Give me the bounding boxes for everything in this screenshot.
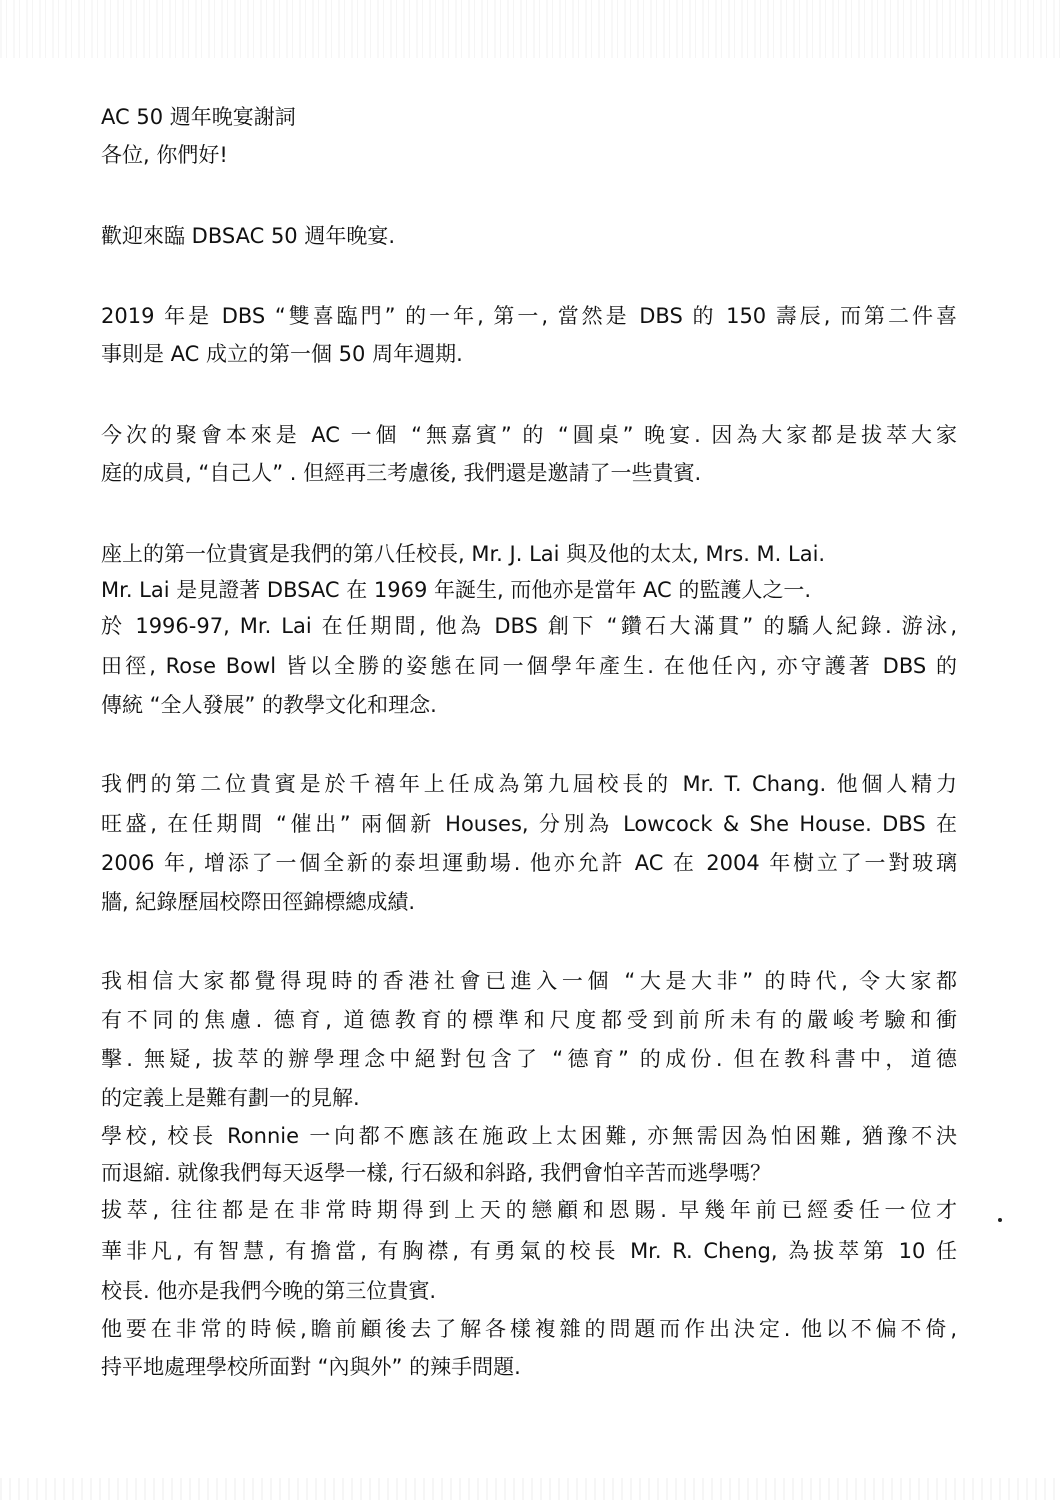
paragraph-first-guest-line: 於 1996-97, Mr. Lai 在任期間, 他為 DBS 創下 “鑽石大滿貫” 的驕人紀錄. 游泳, xyxy=(101,614,957,638)
greeting: 各位, 你們好! xyxy=(101,143,228,167)
paragraph-principal-line: 華非凡, 有智慧, 有擔當, 有胸襟, 有勇氣的校長 Mr. R. Cheng, 為拔萃第 10 任 xyxy=(101,1239,957,1263)
paragraph-principal-line: 的定義上是難有劃一的見解. xyxy=(101,1086,360,1110)
paragraph-welcome-line: 歡迎來臨 DBSAC 50 週年晚宴. xyxy=(101,224,396,248)
paragraph-guests-intro-line: 庭的成員, “自己人” . 但經再三考慮後, 我們還是邀請了一些貴賓. xyxy=(101,461,702,485)
paragraph-first-guest-line: 田徑, Rose Bowl 皆以全勝的姿態在同一個學年產生. 在他任內, 亦守護著 DBS 的 xyxy=(101,654,957,678)
paragraph-principal-line: 而退縮. 就像我們每天返學一樣, 行石級和斜路, 我們會怕辛苦而逃學嗎？ xyxy=(101,1161,772,1185)
paragraph-double-celebration-line: 2019 年是 DBS “雙喜臨門” 的一年, 第一, 當然是 DBS 的 150 壽辰, 而第二件喜 xyxy=(101,304,957,328)
paragraph-second-guest-line: 我們的第二位貴賓是於千禧年上任成為第九屆校長的 Mr. T. Chang. 他個人精力 xyxy=(101,772,957,796)
paragraph-principal-line: 我相信大家都覺得現時的香港社會已進入一個 “大是大非” 的時代, 令大家都 xyxy=(101,969,957,993)
paragraph-first-guest-line: Mr. Lai 是見證著 DBSAC 在 1969 年誕生, 而他亦是當年 AC 的監護人之一. xyxy=(101,578,812,602)
paragraph-first-guest-line: 傳統 “全人發展” 的教學文化和理念. xyxy=(101,693,437,717)
scan-noise-bottom xyxy=(0,1478,1060,1500)
paragraph-guests-intro-line: 今次的聚會本來是 AC 一個 “無嘉賓” 的 “圓桌” 晚宴. 因為大家都是拔萃大家 xyxy=(101,423,957,447)
speech-title: AC 50 週年晚宴謝詞 xyxy=(101,105,296,129)
paragraph-principal-line: 持平地處理學校所面對 “內與外” 的辣手問題. xyxy=(101,1355,521,1379)
paragraph-double-celebration-line: 事則是 AC 成立的第一個 50 周年週期. xyxy=(101,342,463,366)
paragraph-principal-line: 擊. 無疑, 拔萃的辦學理念中絕對包含了 “德育” 的成份. 但在教科書中，道德 xyxy=(101,1047,957,1071)
paragraph-principal-line: 有不同的焦慮. 德育, 道德教育的標準和尺度都受到前所未有的嚴峻考驗和衝 xyxy=(101,1008,957,1032)
paragraph-second-guest-line: 2006 年, 增添了一個全新的泰坦運動場. 他亦允許 AC 在 2004 年樹立了一對玻璃 xyxy=(101,851,957,875)
paragraph-principal-line: 學校, 校長 Ronnie 一向都不應該在施政上太困難, 亦無需因為怕困難, 猶豫不決 xyxy=(101,1124,957,1148)
paragraph-second-guest-line: 旺盛, 在任期間 “催出” 兩個新 Houses, 分別為 Lowcock & She House. DBS 在 xyxy=(101,812,957,836)
paragraph-second-guest-line: 牆, 紀錄歷屆校際田徑錦標總成績. xyxy=(101,890,416,914)
paragraph-principal-line: 他要在非常的時候,瞻前顧後去了解各樣複雜的問題而作出決定. 他以不偏不倚, xyxy=(101,1317,957,1341)
scan-noise-top xyxy=(0,0,1060,58)
paragraph-principal-line: 拔萃, 往往都是在非常時期得到上天的戀顧和恩賜. 早幾年前已經委任一位才 xyxy=(101,1198,957,1222)
paragraph-first-guest-line: 座上的第一位貴賓是我們的第八任校長, Mr. J. Lai 與及他的太太, Mrs. M. Lai. xyxy=(101,542,826,566)
scan-speck xyxy=(998,1218,1002,1222)
paragraph-principal-line: 校長. 他亦是我們今晚的第三位貴賓. xyxy=(101,1279,437,1303)
